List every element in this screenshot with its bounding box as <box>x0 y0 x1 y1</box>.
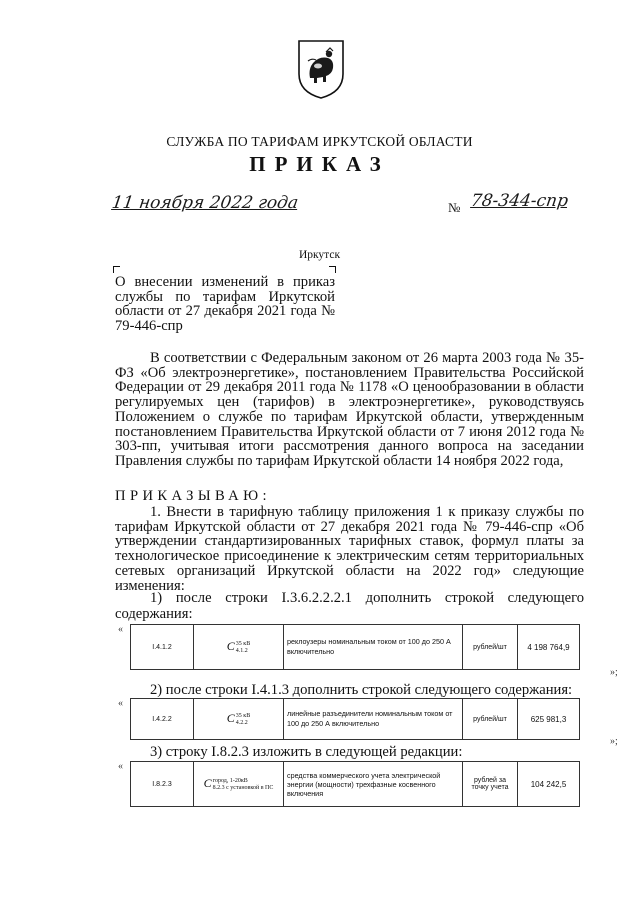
tariff-table-row <box>130 698 580 740</box>
coat-of-arms-emblem <box>296 38 346 100</box>
row-unit: рублей/шт <box>463 699 518 740</box>
clause-1-paragraph: 1. Внести в тарифную таблицу приложения 1 к приказу службы по тарифам Иркутской области от 27 декабря 2021 года № 79-446-спр «Об утверждении стандартизированных тарифных ставок, формул платы за технологическое присоединение к электрическим сетям территориальных сетевых организаций Иркутской области на 2022 год» следующие изменения: <box>115 504 584 594</box>
tariff-table-row <box>130 761 580 807</box>
row-code: I.4.1.2 <box>131 625 194 670</box>
row-description: средства коммерческого учета электрической энергии (мощности) трехфазные косвенного включения <box>284 762 463 807</box>
tariff-table-row <box>130 624 580 670</box>
item-2-line: 2) после строки I.4.1.3 дополнить строкой следующего содержания: <box>150 682 573 698</box>
rate-symbol: C35 кВ 4.2.2 <box>194 699 284 740</box>
order-subject: О внесении изменений в приказ службы по тарифам Иркутской области от 27 декабря 2021 года № 79-446-спр <box>115 274 335 334</box>
item-3-line: 3) строку I.8.2.3 изложить в следующей редакции: <box>150 744 463 760</box>
quote-open: « <box>118 624 123 635</box>
row-description: линейные разъединители номинальным током от 100 до 250 А включительно <box>284 699 463 740</box>
row-description: реклоузеры номинальным током от 100 до 250 А включительно <box>284 625 463 670</box>
order-number: 78-344-спр <box>469 191 570 211</box>
row-value: 4 198 764,9 <box>518 625 580 670</box>
row-code: I.4.2.2 <box>131 699 194 740</box>
row-unit: рублей за точку учета <box>463 762 518 807</box>
quote-open: « <box>118 761 123 772</box>
city-name: Иркутск <box>298 249 341 261</box>
quote-close: »; <box>610 667 618 678</box>
rate-symbol: C35 кВ 4.1.2 <box>194 625 284 670</box>
item-1-line-cont: содержания: <box>115 606 193 622</box>
subject-corner-mark <box>329 266 336 273</box>
quote-close: »; <box>610 736 618 747</box>
subject-corner-mark <box>113 266 120 273</box>
quote-open: « <box>118 698 123 709</box>
item-1-line: 1) после строки I.3.6.2.2.2.1 дополнить строкой следующего <box>150 590 584 606</box>
organization-name: СЛУЖБА ПО ТАРИФАМ ИРКУТСКОЙ ОБЛАСТИ <box>166 134 473 149</box>
row-code: I.8.2.3 <box>131 762 194 807</box>
preamble-paragraph: В соответствии с Федеральным законом от 26 марта 2003 года № 35-ФЗ «Об электроэнергетике», постановлением Правительства Российской Федерации от 29 декабря 2011 года № 1178 «О ценообразовании в области регулируемых цен (тарифов) в электроэнергетике», руководствуясь Положением о службе по тарифам Иркутской области, утвержденным постановлением Правительства Иркутской области от 7 июня 2012 года № 303-пп, учитывая итоги рассмотрения данного вопроса на заседании Правления службы по тарифам Иркутской области 14 ноября 2022 года, <box>115 350 584 469</box>
order-date: 11 ноября 2022 года <box>110 193 300 213</box>
row-value: 104 242,5 <box>518 762 580 807</box>
row-value: 625 981,3 <box>518 699 580 740</box>
decree-word: ПРИКАЗЫВАЮ: <box>115 488 271 504</box>
rate-symbol: Cгород, 1-20кВ 8.2.3 с установкой в ПС <box>194 762 284 807</box>
document-type-title: ПРИКАЗ <box>249 152 390 176</box>
row-unit: рублей/шт <box>463 625 518 670</box>
number-sign: № <box>448 200 461 215</box>
